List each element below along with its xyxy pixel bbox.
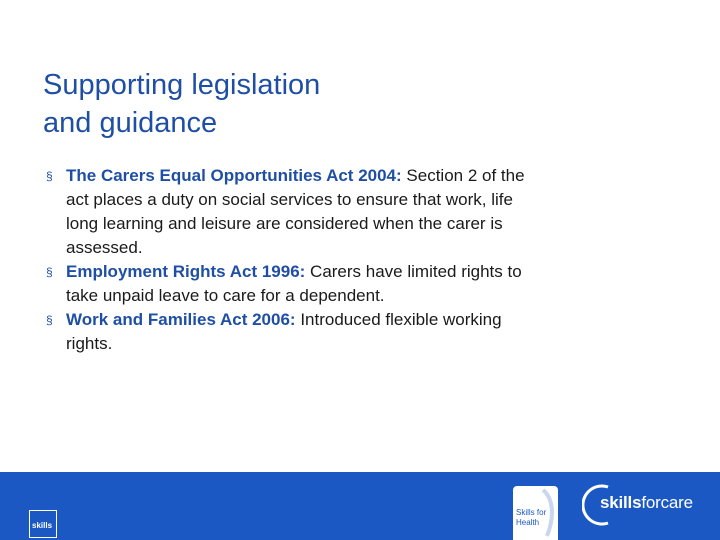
skills-logo [29,510,57,538]
bullet-marker-icon: § [46,313,53,327]
bullet-text: Carers have limited rights to take unpaid leave to care for a dependent. [66,262,522,305]
bullet-item [46,260,546,308]
skills-for-health-logo-text: Skills for Health [516,508,547,527]
bullet-term: Employment Rights Act 1996: [66,262,306,281]
bullet-term: Work and Families Act 2006: [66,310,296,329]
bullet-marker-icon: § [46,265,53,279]
title-line-1: Supporting legislation [43,69,321,101]
bullet-term: The Carers Equal Opportunities Act 2004: [66,166,402,185]
bullet-text: Introduced flexible working rights. [66,310,502,353]
bullet-item [46,164,546,260]
title-line-2: and guidance [43,107,218,139]
skills-for-care-logo [582,481,718,529]
slide-title [43,66,563,142]
skills-for-care-logo-part-a: skills [600,493,642,512]
skills-logo-text: skills [32,521,53,530]
bullet-text: Section 2 of the act places a duty on social services to ensure that work, life long learning and leisure are considered when the carer is assessed. [66,166,525,257]
bullet-marker-icon: § [46,169,53,183]
skills-for-care-logo-text [600,493,693,513]
bullet-item [46,308,546,356]
skills-for-health-logo [513,486,558,540]
bullet-list [46,164,546,356]
skills-for-care-logo-part-b: forcare [641,493,693,512]
